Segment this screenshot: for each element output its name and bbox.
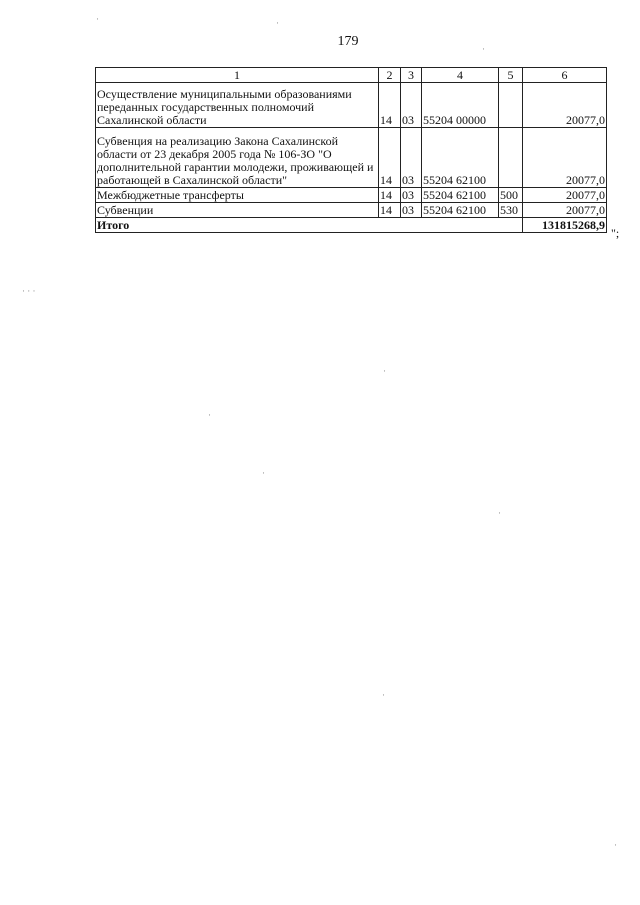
header-col-1: 1 — [96, 68, 379, 83]
row-expense-type — [499, 83, 523, 128]
page-number: 179 — [337, 34, 359, 49]
row-subsection: 03 — [401, 128, 422, 188]
row-expense-type: 530 — [499, 203, 523, 218]
row-subsection: 03 — [401, 203, 422, 218]
table-header-row — [96, 68, 607, 83]
row-expense-type: 500 — [499, 188, 523, 203]
table-row — [96, 203, 607, 218]
row-section: 14 — [379, 188, 401, 203]
row-name: Субвенция на реализацию Закона Сахалинской области от 23 декабря 2005 года № 106-ЗО "О дополнительной гарантии молодежи, проживающей и работающей в Сахалинской области" — [96, 128, 379, 188]
total-label: Итого — [96, 218, 523, 233]
scan-speck: · · · — [22, 286, 36, 296]
header-col-5: 5 — [499, 68, 523, 83]
row-subsection: 03 — [401, 83, 422, 128]
row-section: 14 — [379, 128, 401, 188]
row-amount: 20077,0 — [523, 203, 607, 218]
row-expense-type — [499, 128, 523, 188]
header-col-2: 2 — [379, 68, 401, 83]
table-row — [96, 128, 607, 188]
budget-table — [95, 67, 607, 233]
scan-speck: · — [498, 508, 501, 518]
header-col-3: 3 — [401, 68, 422, 83]
closing-quote-mark: "; — [611, 226, 620, 240]
row-subsection: 03 — [401, 188, 422, 203]
row-amount: 20077,0 — [523, 188, 607, 203]
row-amount: 20077,0 — [523, 83, 607, 128]
row-target-code: 55204 00000 — [422, 83, 499, 128]
scan-speck: · — [208, 410, 211, 420]
header-col-6: 6 — [523, 68, 607, 83]
row-target-code: 55204 62100 — [422, 203, 499, 218]
row-target-code: 55204 62100 — [422, 128, 499, 188]
scan-speck: · — [383, 366, 386, 376]
row-target-code: 55204 62100 — [422, 188, 499, 203]
scan-speck: · — [382, 690, 385, 700]
scan-speck: · — [96, 14, 99, 24]
total-row — [96, 218, 607, 233]
row-section: 14 — [379, 203, 401, 218]
table-row — [96, 83, 607, 128]
scan-speck: · — [482, 44, 485, 54]
scan-speck: · — [276, 18, 279, 28]
total-amount: 131815268,9 — [523, 218, 607, 233]
table-row — [96, 188, 607, 203]
scan-speck: · — [614, 840, 617, 850]
row-name: Осуществление муниципальными образованиями переданных государственных полномочий Сахалинской области — [96, 83, 379, 128]
row-amount: 20077,0 — [523, 128, 607, 188]
row-section: 14 — [379, 83, 401, 128]
scan-speck: · — [262, 468, 265, 478]
row-name: Межбюджетные трансферты — [96, 188, 379, 203]
header-col-4: 4 — [422, 68, 499, 83]
row-name: Субвенции — [96, 203, 379, 218]
